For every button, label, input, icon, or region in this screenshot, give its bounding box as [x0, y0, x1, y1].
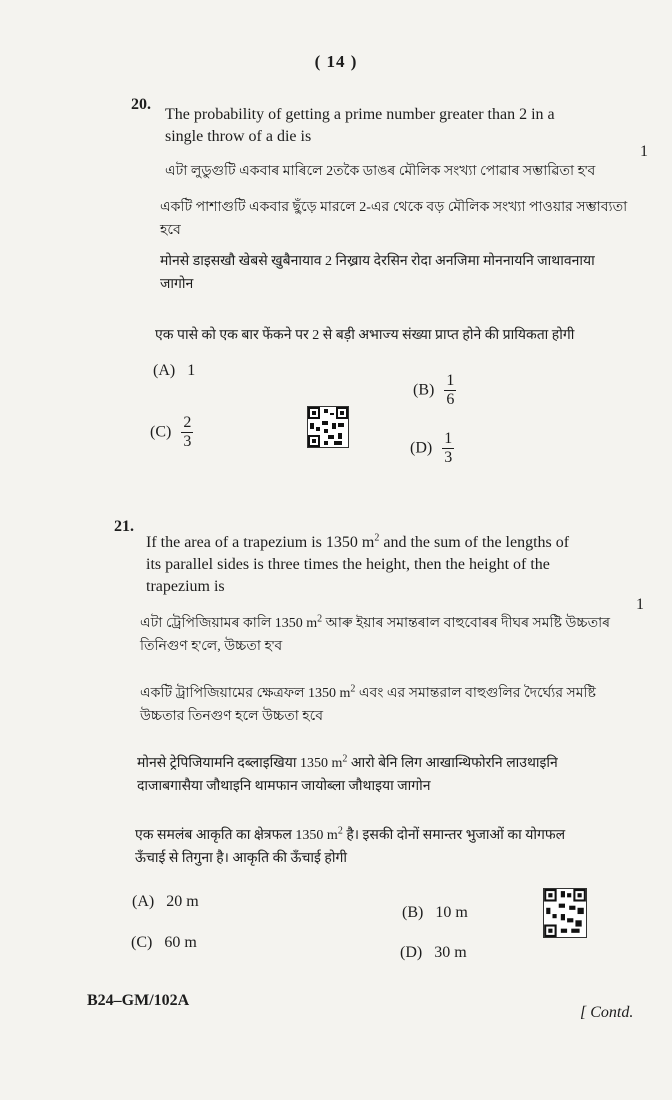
page-number: ( 14 ) [314, 52, 358, 71]
question-21-english [146, 532, 636, 598]
q21-bodo-line2: दाजाबगासैया जौथाइनि थामफान जायोब्ला जौथाइया जागोन [137, 779, 431, 794]
q20-option-c-fraction: $\frac{2}{3}$ [183, 414, 192, 450]
continued-note: [ Contd. [580, 1004, 634, 1021]
q21-en-line2: its parallel sides is three times the height, then the height of the [146, 556, 550, 573]
question-21-assamese [140, 612, 630, 658]
question-20-hindi: एक पासे को एक बार फेंकने पर 2 से बड़ी अभाज्य संख्या प्राप्त होने की प्रायिकता होगी [155, 328, 575, 343]
question-21-bodo [137, 752, 627, 798]
q21-bn-line2: উচ্চতার তিনগুণ হলে উচ্চতা হবে [140, 709, 324, 724]
qr-code-icon [307, 406, 349, 448]
q21-bn-line1: একটি ট্রাপিজিয়ামের ক্ষেত্রফল 1350 $m^2$ এবং এর সমান্তরাল বাহুগুলির দৈর্ঘ্যের সমষ্টি [140, 683, 596, 701]
question-21-marks: 1 [636, 596, 644, 613]
question-20-number: 20. [131, 96, 151, 113]
q21-bodo-line1: मोनसे ट्रेपिजियामनि दब्लाइखिया 1350 $m^2$ आरो बेनि लिग आखान्थिफोरनि लाउथाइनि [137, 753, 558, 771]
q21-option-d[interactable]: (D) 30 m [400, 944, 467, 961]
q20-option-b[interactable]: (B) $\frac{1}{6}$ [413, 372, 455, 408]
q21-as-line1: এটা ট্ৰেপিজিয়ামৰ কালি 1350 $m^2$ আৰু ইয়াৰ সমান্তৰাল বাহুবোৰৰ দীঘৰ সমষ্টি উচ্চতাৰ [140, 613, 611, 631]
q21-hi-line2: ऊँचाई से तिगुना है। आकृति की ऊँचाई होगी [135, 851, 347, 866]
q20-bn-line1: একটি পাশাগুটি একবার ছুঁড়ে মারলে 2-এর থেকে বড় মৌলিক সংখ্যা পাওয়ার সম্ভাব্যতা [160, 200, 628, 215]
paper-code: B24–GM/102A [87, 992, 190, 1009]
q20-bn-line2: হবে [160, 223, 181, 238]
q20-option-c[interactable]: (C) $\frac{2}{3}$ [150, 414, 192, 450]
question-21-hindi [135, 824, 630, 870]
question-20-assamese: এটা লুডুগুটি একবাৰ মাৰিলে 2তকৈ ডাঙৰ মৌলিক সংখ্যা পোৱাৰ সম্ভাৱিতা হ'ব [165, 164, 596, 179]
question-21-bengali [140, 682, 630, 728]
q20-en-line1: The probability of getting a prime number greater than 2 in a [165, 106, 555, 123]
q21-option-a[interactable]: (A) 20 m [132, 893, 199, 910]
q21-option-c[interactable]: (C) 60 m [131, 934, 197, 951]
q21-en-line1: If the area of a trapezium is 1350 $m^2$ and the sum of the lengths of [146, 532, 570, 551]
q20-option-b-fraction: $\frac{1}{6}$ [446, 372, 455, 408]
q21-en-line3: trapezium is [146, 578, 225, 595]
question-20-english [165, 104, 635, 148]
q20-bodo-line1: मोनसे डाइसखौ खेबसे खुबैनायाव 2 निख्राय देरसिन रोदा अनजिमा मोननायनि जाथावनाया [160, 254, 595, 269]
q20-option-d-fraction: $\frac{1}{3}$ [444, 430, 453, 466]
question-20-marks: 1 [640, 143, 648, 160]
q20-en-line2: single throw of a die is [165, 128, 312, 145]
q20-bodo-line2: जागोन [160, 277, 194, 292]
question-21-number: 21. [114, 518, 134, 535]
q21-hi-line1: एक समलंब आकृति का क्षेत्रफल 1350 $m^2$ है। इसकी दोनों समान्तर भुजाओं का योगफल [135, 825, 566, 843]
question-20-bengali [160, 196, 630, 242]
q20-option-d[interactable]: (D) $\frac{1}{3}$ [410, 430, 453, 466]
qr-code-icon [543, 888, 587, 938]
q20-option-a[interactable]: (A) 1 [153, 362, 196, 379]
question-20-bodo [160, 250, 630, 296]
q21-option-b[interactable]: (B) 10 m [402, 904, 468, 921]
q21-as-line2: তিনিগুণ হ'লে, উচ্চতা হ'ব [140, 639, 283, 654]
